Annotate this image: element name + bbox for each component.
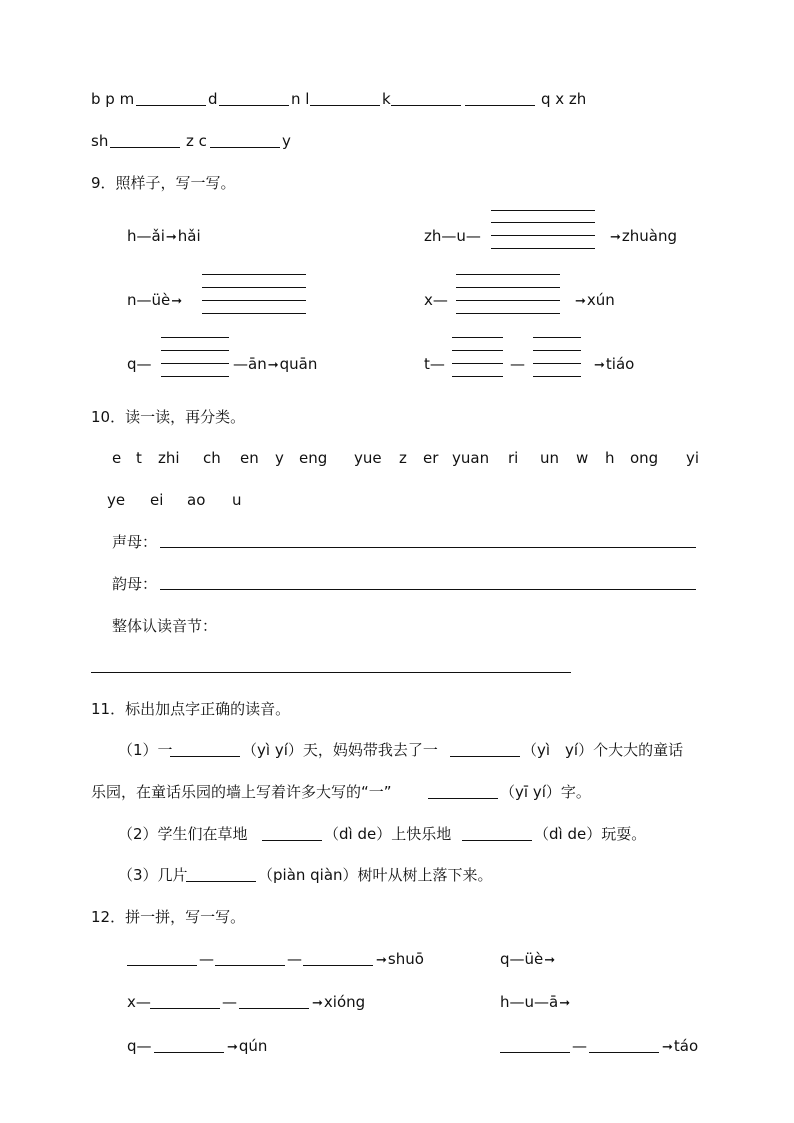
q12-c-result-text: xióng [323, 993, 366, 1011]
blank[interactable] [456, 274, 560, 275]
blank[interactable] [589, 1052, 659, 1053]
q10-item: t [136, 449, 142, 467]
q12-f-result-text: táo [673, 1037, 699, 1055]
q12-d [500, 993, 571, 1013]
row2-y: y [282, 132, 291, 150]
zhengti-answer-line[interactable] [91, 672, 571, 673]
q10-item: y [275, 449, 284, 467]
q9-r3-left-result: quān [279, 355, 318, 373]
blank[interactable] [456, 287, 560, 288]
q10-item: ri [508, 449, 519, 467]
q9-r3-left-mid: —ān [233, 355, 267, 373]
q11-s1-b: （yì yí）天，妈妈带我去了一 [242, 741, 438, 759]
blank[interactable] [533, 376, 581, 377]
blank[interactable] [456, 300, 560, 301]
q10-item: eng [299, 449, 328, 467]
arrow-icon: ➞ [544, 953, 556, 968]
q9-r1-right-left: zh—u— [424, 227, 481, 245]
blank[interactable] [202, 287, 306, 288]
arrow-icon: ➞ [610, 230, 621, 245]
blank[interactable] [533, 363, 581, 364]
blank[interactable] [533, 337, 581, 338]
q12-e-left: q— [127, 1037, 152, 1055]
blank[interactable] [456, 313, 560, 314]
blank[interactable] [452, 337, 503, 338]
q10-item: un [540, 449, 560, 467]
q10-item: ao [187, 491, 206, 509]
blank[interactable] [452, 350, 503, 351]
question-10-title: 10．读一读，再分类。 [91, 408, 246, 426]
blank[interactable] [215, 965, 285, 966]
q12-b [500, 950, 556, 970]
q11-s2-b: （dì de）上快乐地 [324, 825, 452, 843]
row1-q-x-zh: q x zh [541, 90, 587, 108]
q10-item: z [399, 449, 407, 467]
q9-example-right: hǎi [177, 227, 201, 245]
q12-b-text: q—üè [500, 950, 544, 968]
q9-example-left: h—ǎi [127, 227, 165, 245]
q12-f-result [661, 1037, 698, 1057]
blank[interactable] [491, 222, 595, 223]
blank[interactable] [239, 1008, 309, 1009]
row2-z-c: z c [186, 132, 207, 150]
arrow-icon: ➞ [267, 358, 279, 373]
blank[interactable] [202, 274, 306, 275]
row1-n-l: n l [291, 90, 310, 108]
q11-s1-c: （yì yí）个大大的童话 [522, 741, 684, 759]
blank[interactable] [161, 363, 229, 364]
q10-item: yuan [452, 449, 490, 467]
blank[interactable] [462, 840, 532, 841]
row1-d: d [208, 90, 218, 108]
arrow-icon: ➞ [165, 230, 177, 245]
q10-item: w [576, 449, 589, 467]
q9-r1-right-result [609, 227, 677, 247]
arrow-icon: ➞ [575, 294, 586, 309]
q12-a-result-text: shuō [387, 950, 424, 968]
q12-c-left: x— [127, 993, 151, 1011]
q12-c-dash: — [222, 993, 237, 1011]
blank[interactable] [136, 105, 206, 106]
zhengti-label: 整体认读音节： [112, 617, 218, 635]
q10-item: e [112, 449, 122, 467]
q11-s2-a: （2）学生们在草地 [118, 825, 248, 843]
q12-a-dash: — [199, 950, 214, 968]
arrow-icon: ➞ [376, 953, 387, 968]
q10-item: ye [107, 491, 126, 509]
question-9-title: 9．照样子，写一写。 [91, 174, 236, 192]
blank[interactable] [150, 1008, 220, 1009]
q12-c-result [311, 993, 365, 1013]
q9-r2-left-text: n—üè [127, 291, 171, 309]
blank[interactable] [110, 147, 180, 148]
blank[interactable] [491, 210, 595, 211]
q10-item: ong [630, 449, 659, 467]
arrow-icon: ➞ [594, 358, 605, 373]
q10-item: u [232, 491, 242, 509]
question-12-title: 12．拼一拼，写一写。 [91, 908, 246, 926]
q9-r3-result: tiáo [605, 355, 635, 373]
blank[interactable] [465, 105, 535, 106]
row2-sh: sh [91, 132, 109, 150]
q9-r2-right-result [574, 291, 615, 311]
q9-r2-left [127, 291, 183, 311]
q12-f-dash: — [572, 1037, 587, 1055]
question-11-title: 11．标出加点字正确的读音。 [91, 700, 291, 718]
shengmu-answer-line[interactable] [160, 547, 696, 548]
blank[interactable] [452, 363, 503, 364]
q10-item: h [605, 449, 615, 467]
arrow-icon: ➞ [312, 996, 323, 1011]
arrow-icon: ➞ [559, 996, 571, 1011]
blank[interactable] [310, 105, 380, 106]
blank[interactable] [219, 105, 289, 106]
blank[interactable] [186, 881, 256, 882]
yunmu-answer-line[interactable] [160, 589, 696, 590]
blank[interactable] [391, 105, 461, 106]
q9-r3-right-left: t— [424, 355, 445, 373]
q10-item: yue [354, 449, 382, 467]
arrow-icon: ➞ [171, 294, 183, 309]
q10-item: en [240, 449, 259, 467]
blank[interactable] [303, 965, 373, 966]
blank[interactable] [491, 248, 595, 249]
blank[interactable] [210, 147, 280, 148]
shengmu-label: 声母： [112, 533, 158, 551]
q9-r3-right-mid: — [510, 355, 525, 373]
blank[interactable] [533, 350, 581, 351]
arrow-icon: ➞ [227, 1040, 238, 1055]
q9-r3-left-tail [233, 355, 317, 375]
blank[interactable] [428, 798, 498, 799]
q11-s1-a: （1）一 [118, 741, 173, 759]
row1-b-p-m: b p m [91, 90, 135, 108]
q11-s3-a: （3）几片 [118, 866, 188, 884]
q11-s1-d: 乐园，在童话乐园的墙上写着许多大写的“一” [91, 783, 392, 801]
q9-r3-right-result [593, 355, 634, 375]
blank[interactable] [161, 350, 229, 351]
blank[interactable] [491, 235, 595, 236]
blank[interactable] [262, 840, 322, 841]
q12-d-text: h—u—ā [500, 993, 559, 1011]
arrow-icon: ➞ [662, 1040, 673, 1055]
q12-a-result [375, 950, 424, 970]
blank[interactable] [170, 756, 240, 757]
q9-r2-result: xún [586, 291, 615, 309]
blank[interactable] [452, 376, 503, 377]
q9-r3-left: q— [127, 355, 152, 373]
blank[interactable] [202, 300, 306, 301]
q11-s3-b: （piàn qiàn）树叶从树上落下来。 [258, 866, 493, 884]
q12-a-dash: — [287, 950, 302, 968]
q11-s1-e: （yī yí）字。 [500, 783, 591, 801]
blank[interactable] [154, 1052, 224, 1053]
blank[interactable] [500, 1052, 570, 1053]
q11-s2-c: （dì de）玩耍。 [534, 825, 647, 843]
row1-k: k [382, 90, 391, 108]
q10-item: yi [686, 449, 700, 467]
q12-e-result-text: qún [238, 1037, 268, 1055]
q10-item: zhi [158, 449, 180, 467]
blank[interactable] [161, 376, 229, 377]
q10-item: ei [150, 491, 164, 509]
q9-r2-right-left: x— [424, 291, 448, 309]
yunmu-label: 韵母： [112, 575, 158, 593]
blank[interactable] [450, 756, 520, 757]
q10-item: ch [203, 449, 221, 467]
q9-example [127, 227, 201, 247]
q9-r1-result: zhuàng [621, 227, 678, 245]
blank[interactable] [127, 965, 197, 966]
q12-e-result [226, 1037, 267, 1057]
blank[interactable] [202, 313, 306, 314]
blank[interactable] [161, 337, 229, 338]
q10-item: er [423, 449, 439, 467]
